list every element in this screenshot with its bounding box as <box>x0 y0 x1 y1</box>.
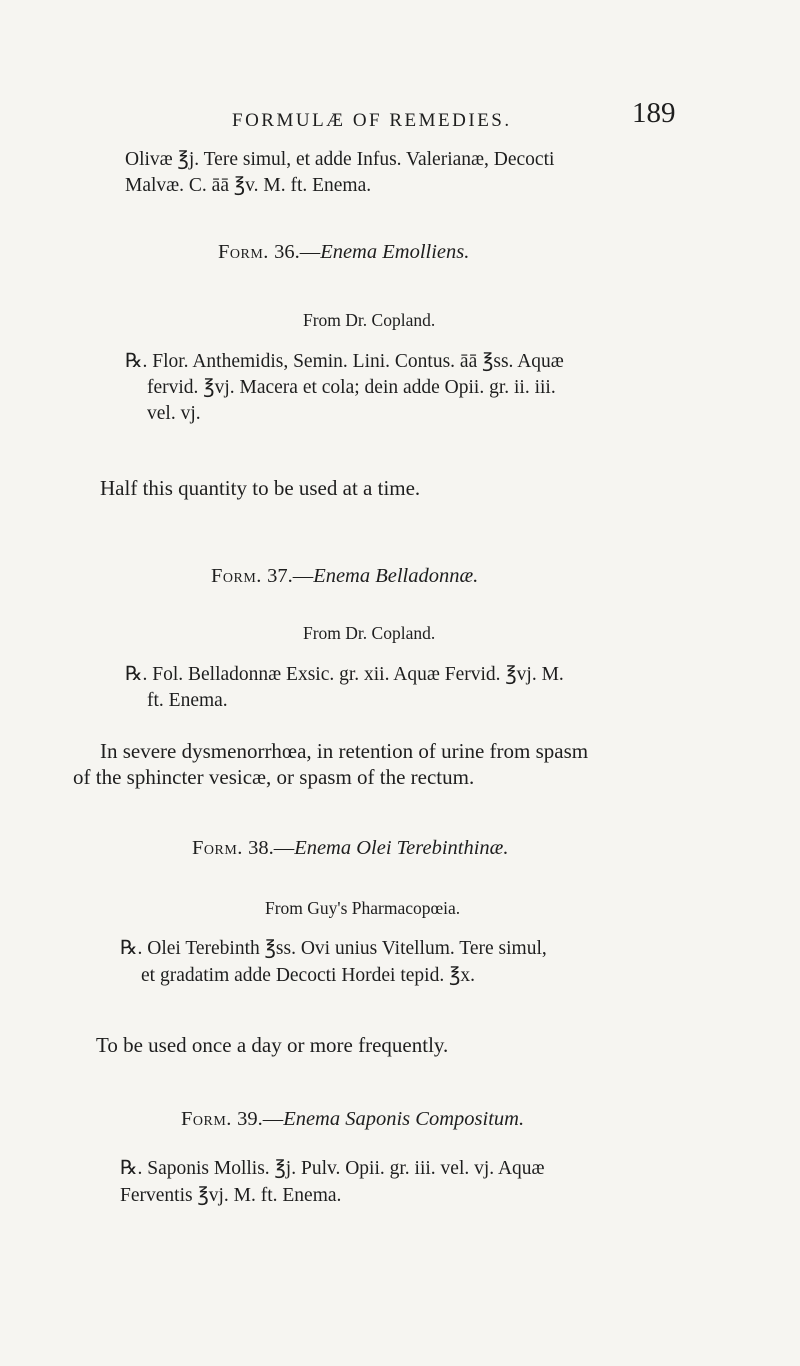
page-number: 189 <box>632 97 676 129</box>
form-37-recipe-line-2: ft. Enema. <box>147 690 228 711</box>
form-36-source: From Dr. Copland. <box>303 310 436 330</box>
form-label: Form. <box>192 837 243 859</box>
form-38-recipe-line-1: ℞. Olei Terebinth ℥ss. Ovi unius Vitellum. Tere simul, <box>120 938 547 959</box>
form-36-recipe-line-3: vel. vj. <box>147 403 201 424</box>
form-label: Form. <box>218 241 269 263</box>
continuation-line-1: Olivæ ℥j. Tere simul, et adde Infus. Valerianæ, Decocti <box>125 149 555 170</box>
form-39-heading <box>181 1108 524 1131</box>
form-title: Enema Saponis Compositum. <box>283 1108 525 1130</box>
form-label: Form. <box>181 1108 232 1130</box>
continuation-line-2: Malvæ. C. āā ℥v. M. ft. Enema. <box>125 175 372 196</box>
form-number: 39.— <box>237 1108 284 1130</box>
form-number: 37.— <box>267 565 314 587</box>
form-38-source: From Guy's Pharmacopœia. <box>265 898 461 918</box>
form-37-source: From Dr. Copland. <box>303 623 436 643</box>
form-37-note-line-2: of the sphincter vesicæ, or spasm of the rectum. <box>73 765 475 789</box>
form-38-heading <box>192 837 508 860</box>
form-36-heading <box>218 241 469 264</box>
form-title: Enema Emolliens. <box>320 241 470 263</box>
form-36-recipe-line-2: fervid. ℥vj. Macera et cola; dein adde Opii. gr. ii. iii. <box>147 377 556 398</box>
form-39-recipe-line-1: ℞. Saponis Mollis. ℥j. Pulv. Opii. gr. iii. vel. vj. Aquæ <box>120 1158 545 1179</box>
form-37-recipe-line-1: ℞. Fol. Belladonnæ Exsic. gr. xii. Aquæ Fervid. ℥vj. M. <box>125 664 564 685</box>
form-38-note: To be used once a day or more frequently. <box>96 1033 449 1057</box>
form-number: 36.— <box>274 241 321 263</box>
running-header: FORMULÆ OF REMEDIES. <box>232 110 512 131</box>
form-38-recipe-line-2: et gradatim adde Decocti Hordei tepid. ℥x. <box>141 965 475 986</box>
form-36-recipe-line-1: ℞. Flor. Anthemidis, Semin. Lini. Contus. āā ℥ss. Aquæ <box>125 351 564 372</box>
form-36-note: Half this quantity to be used at a time. <box>100 476 421 500</box>
form-number: 38.— <box>248 837 295 859</box>
form-39-recipe-line-2: Ferventis ℥vj. M. ft. Enema. <box>120 1185 342 1206</box>
form-37-note-line-1: In severe dysmenorrhœa, in retention of urine from spasm <box>100 739 589 763</box>
form-37-heading <box>211 565 478 588</box>
form-title: Enema Belladonnæ. <box>313 565 479 587</box>
form-title: Enema Olei Terebinthinæ. <box>294 837 509 859</box>
form-label: Form. <box>211 565 262 587</box>
